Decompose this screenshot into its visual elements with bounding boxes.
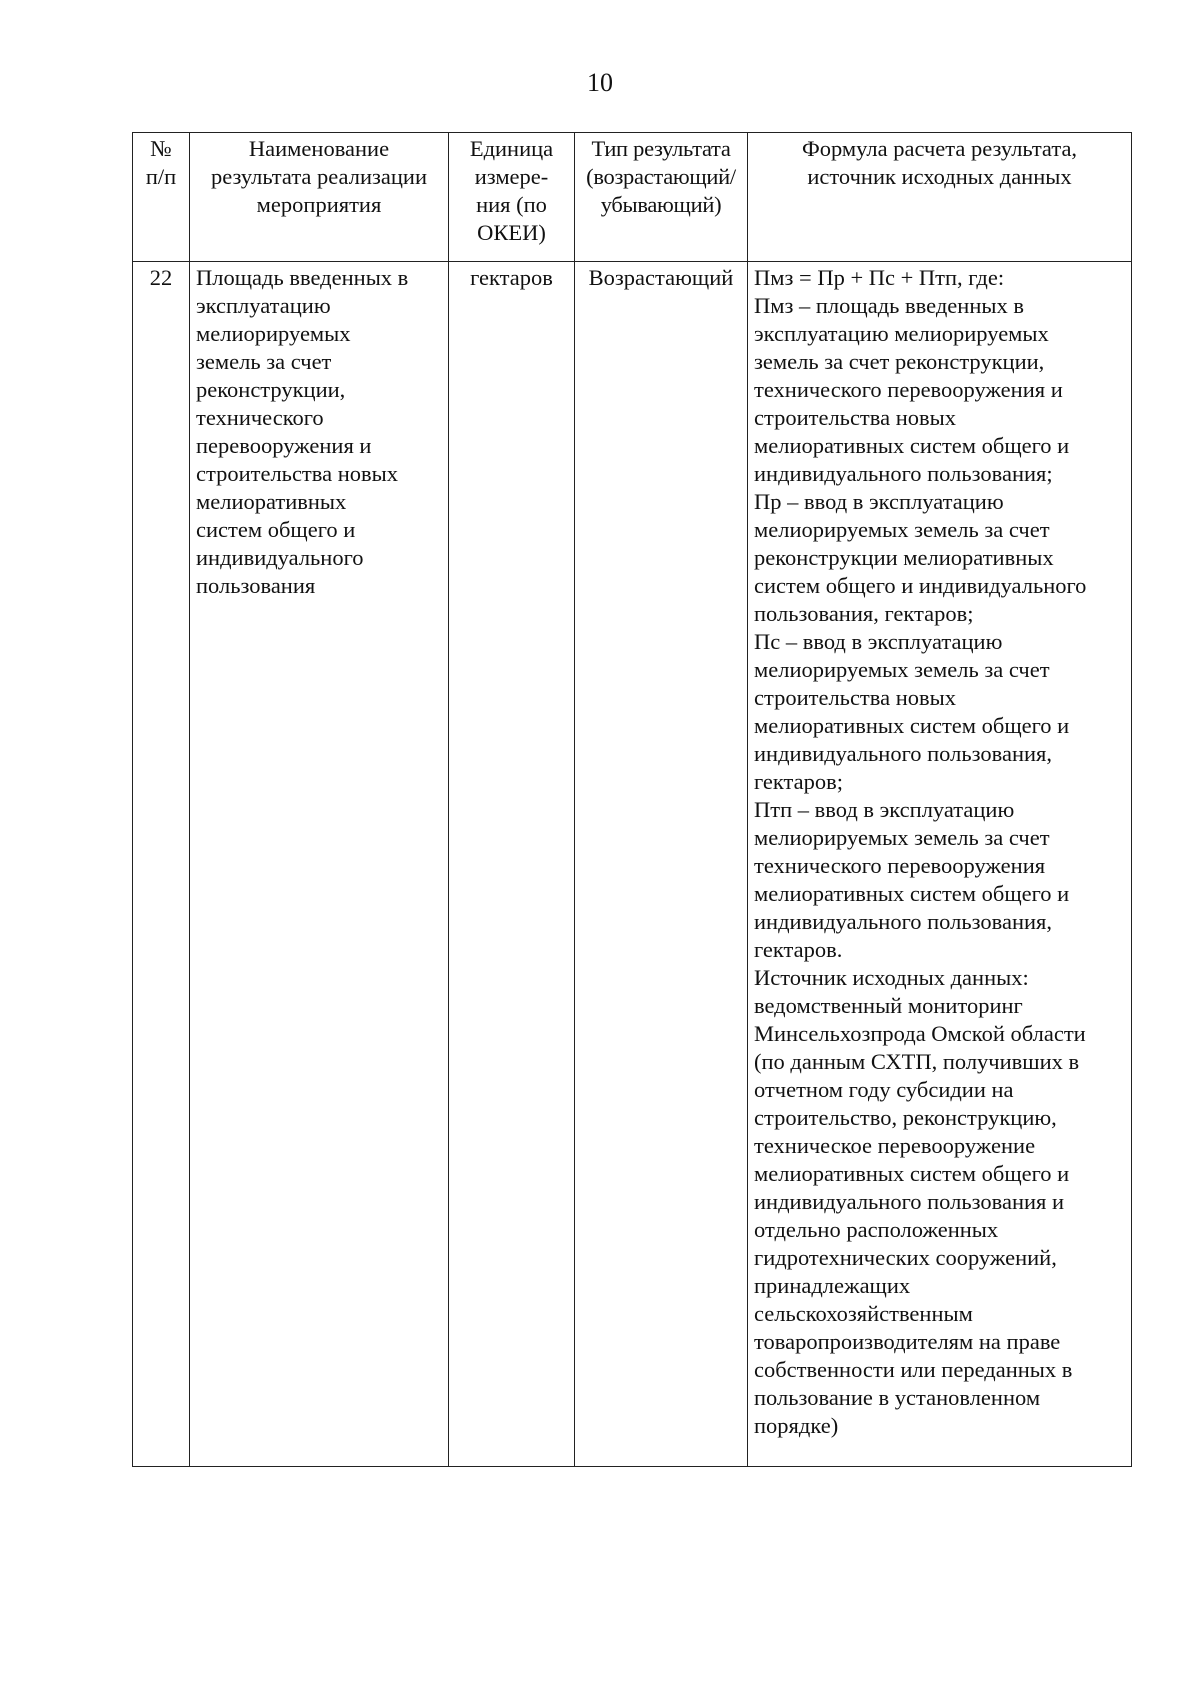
header-result-type: Тип результата (возрастающий/ убывающий) [575,133,748,262]
row-unit: гектаров [449,262,575,1467]
row-result-name: Площадь введенных в эксплуатацию мелиорируемых земель за счет реконструкции, технического перевооружения и строительства новых мелиоративных систем общего и индивидуального пользования [190,262,449,1467]
row-result-type: Возрастающий [575,262,748,1467]
header-formula: Формула расчета результата, источник исходных данных [748,133,1132,262]
row-formula: Пмз = Пр + Пс + Птп, где: Пмз – площадь введенных в эксплуатацию мелиорируемых земель за счет реконструкции, технического перевооружения и строительства новых мелиоративных систем общего и индивидуального пользования; Пр – ввод в эксплуатацию мелиорируемых земель за счет реконструкции мелиоративных систем общего и индивидуального пользования, гектаров; Пс – ввод в эксплуатацию мелиорируемых земель за счет строительства новых мелиоративных систем общего и индивидуального пользования, гектаров; Птп – ввод в эксплуатацию мелиорируемых земель за счет технического перевооружения мелиоративных систем общего и индивидуального пользования, гектаров. Источник исходных данных: ведомственный мониторинг Минсельхозпрода Омской области (по данным СХТП, получивших в отчетном году субсидии на строительство, реконструкцию, техническое перевооружение мелиоративных систем общего и индивидуального пользования и отдельно расположенных гидротехнических сооружений, принадлежащих сельскохозяйственным товаропроизводителям на праве собственности или переданных в пользование в установленном порядке) [748,262,1132,1467]
header-unit: Единица измере- ния (по ОКЕИ) [449,133,575,262]
page-number: 10 [587,68,613,97]
row-number: 22 [133,262,190,1467]
table-row [133,262,1132,1467]
header-result-name: Наименование результата реализации мероприятия [190,133,449,262]
results-table [132,132,1132,1467]
header-number: № п/п [133,133,190,262]
table-header-row [133,133,1132,262]
